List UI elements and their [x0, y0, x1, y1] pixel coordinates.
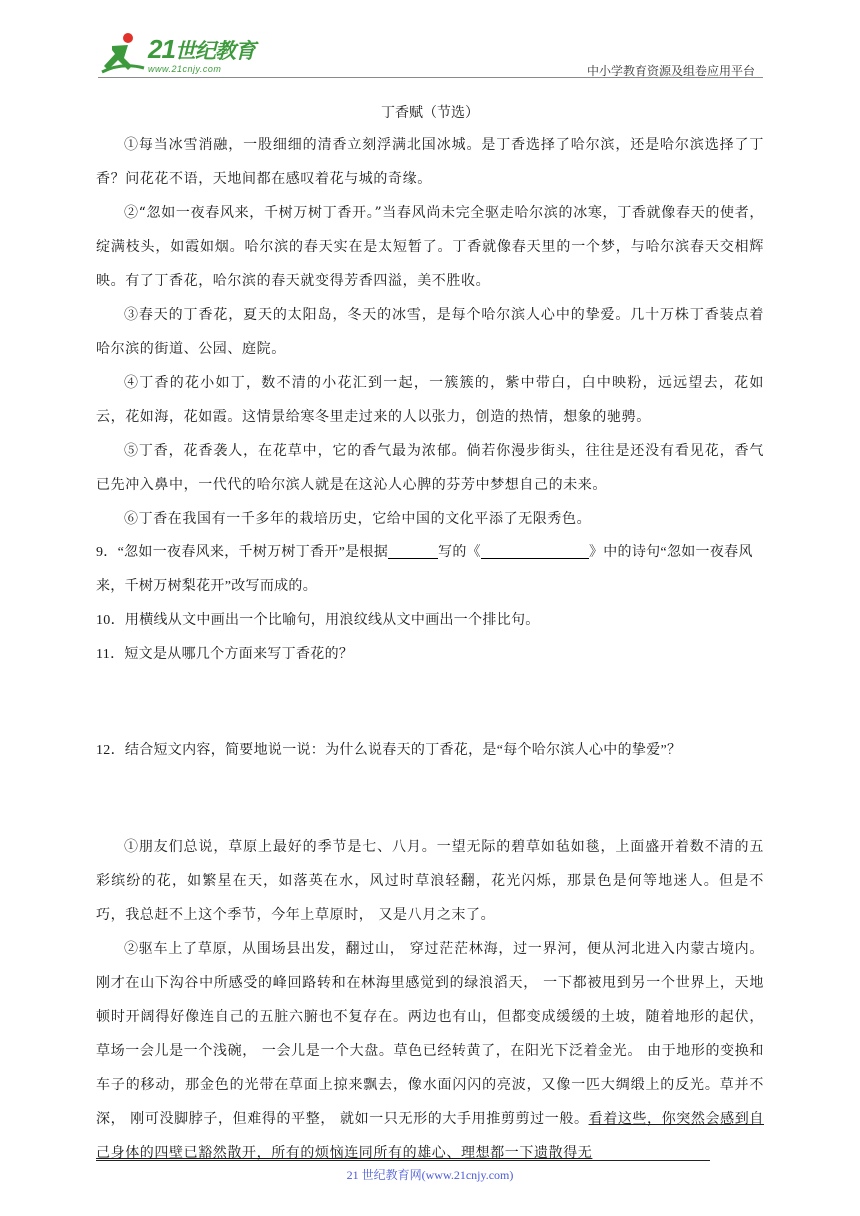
answer-space-12	[96, 768, 764, 830]
passage1-paragraph-3: ③春天的丁香花，夏天的太阳岛，冬天的冰雪，是每个哈尔滨人心中的挚爱。几十万株丁香装点着哈尔滨的街道、公园、庭院。	[96, 307, 764, 357]
logo-url: www.21cnjy.com	[148, 64, 222, 74]
passage1-paragraph-2: ②“忽如一夜春风来，千树万树丁香开。”当春风尚未完全驱走哈尔滨的冰寒，丁香就像春天的使者，绽满枝头，如霞如烟。哈尔滨的春天实在是太短暂了。丁香就像春天里的一个梦，与哈尔滨春天交相辉映。有了丁香花，哈尔滨的春天就变得芳香四溢，美不胜收。	[96, 205, 764, 289]
site-logo	[98, 30, 268, 76]
passage1-paragraph-6: ⑥丁香在我国有一千多年的栽培历史，它给中国的文化平添了无限秀色。	[124, 511, 592, 527]
footer-text: 21 世纪教育网(www.21cnjy.com)	[346, 1168, 514, 1182]
header-platform-text: 中小学教育资源及组卷应用平台	[586, 64, 755, 78]
answer-blank-poem[interactable]	[481, 542, 589, 559]
underlined-sentence: 看着这些，你突然会感到自己身体的四壁已豁然散开，所有的烦恼连同所有的雄心、理想都一下遗散得无	[96, 1111, 764, 1161]
answer-space-11	[96, 672, 764, 734]
passage-title: 丁香赋（节选）	[381, 105, 479, 121]
passage1-paragraph-1: ①每当冰雪消融，一股细细的清香立刻浮满北国冰城。是丁香选择了哈尔滨，还是哈尔滨选择了丁香？问花花不语，天地间都在感叹着花与城的奇缘。	[96, 137, 764, 187]
footer-divider	[96, 1160, 710, 1161]
passage2-paragraph-2: ②驱车上了草原，从围场县出发，翻过山， 穿过茫茫林海，过一界河，便从河北进入内蒙古境内。刚才在山下沟谷中所感受的峰回路转和在林海里感觉到的绿浪滔天， 一下都被甩到另一个世界上，天地顿时开阔得好像连自己的五脏六腑也不复存在。两边也有山，但都变成缓缓的土坡，随着地形的起伏，草场一会儿是一个浅碗， 一会儿是一个大盘。草色已经转黄了，在阳光下泛着金光。 由于地形的变换和车子的移动，那金色的光带在草面上掠来飘去，像水面闪闪的亮波，又像一匹大绸缎上的反光。草并不深， 刚可没脚脖子，但难得的平整， 就如一只无形的大手用推剪剪过一般。看着这些，你突然会感到自己身体的四壁已豁然散开，所有的烦恼连同所有的雄心、理想都一下遗散得无	[96, 941, 764, 1161]
question-10: 10．用横线从文中画出一个比喻句，用浪纹线从文中画出一个排比句。	[96, 613, 540, 628]
question-12: 12．结合短文内容，简要地说一说：为什么说春天的丁香花，是“每个哈尔滨人心中的挚爱”？	[96, 743, 682, 758]
logo-text: 21世纪教育	[148, 34, 255, 64]
question-9: 9．“忽如一夜春风来，千树万树丁香开”是根据 写的《 》中的诗句“忽如一夜春风来，千树万树梨花开”改写而成的。	[96, 536, 764, 604]
header-divider	[98, 77, 763, 78]
question-11: 11．短文是从哪几个方面来写丁香花的？	[96, 647, 354, 662]
running-man-icon	[98, 32, 146, 76]
passage1-paragraph-5: ⑤丁香，花香袭人，在花草中，它的香气最为浓郁。倘若你漫步街头，往往是还没有看见花，香气已先冲入鼻中，一代代的哈尔滨人就是在这沁人心脾的芬芳中梦想自己的未来。	[96, 443, 764, 493]
document-body	[96, 98, 764, 1170]
page-header	[98, 30, 763, 78]
passage1-paragraph-4: ④丁香的花小如丁，数不清的小花汇到一起，一簇簇的，紫中带白，白中映粉，远远望去，花如云，花如海，花如霞。这情景给寒冬里走过来的人以张力，创造的热情，想象的驰骋。	[96, 375, 764, 425]
passage2-paragraph-1: ①朋友们总说，草原上最好的季节是七、八月。一望无际的碧草如毡如毯，上面盛开着数不清的五彩缤纷的花，如繁星在天，如落英在水，风过时草浪轻翻，花光闪烁，那景色是何等地迷人。但是不巧，我总赶不上这个季节，今年上草原时， 又是八月之末了。	[96, 839, 764, 923]
answer-blank-author[interactable]	[388, 542, 438, 559]
